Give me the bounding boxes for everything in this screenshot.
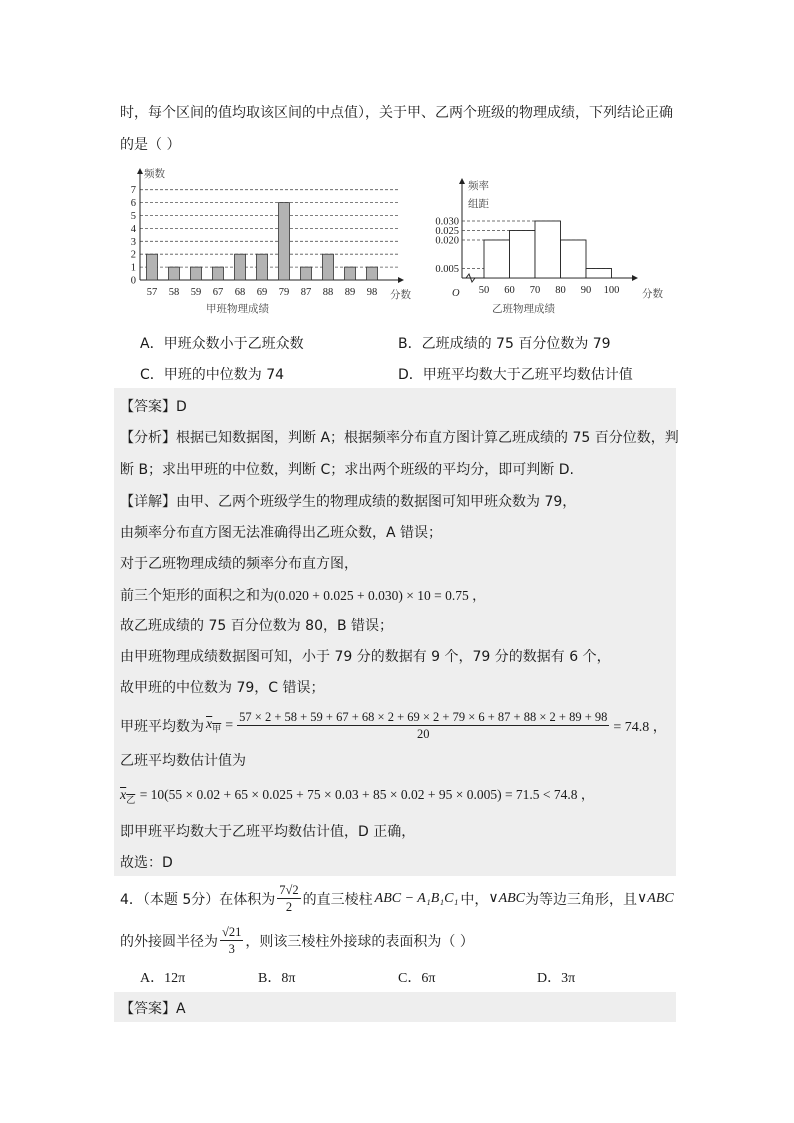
- chart-b-x-tick-label: 90: [580, 285, 592, 296]
- q4-mid1: 的直三棱柱: [302, 891, 373, 908]
- detail-line-9: 乙班平均数估计值为: [120, 753, 246, 769]
- option-c: C．甲班的中位数为 74: [140, 367, 285, 383]
- chart-a-y-tick-label: 3: [130, 236, 136, 248]
- detail-line-4: [120, 584, 486, 605]
- chart-a-x-tick-label: 88: [322, 287, 334, 298]
- chart-a-ylabel: 频数: [144, 168, 165, 180]
- mean-a-numerator: 57 × 2 + 58 + 59 + 67 + 68 × 2 + 69 × 2 + 79 × 6 + 87 + 88 × 2 + 89 + 98: [239, 710, 608, 724]
- chart-a-x-tick-label: 57: [146, 287, 158, 298]
- chart-a-y-tick-label: 4: [130, 223, 136, 235]
- q4-radius-numerator: √21: [222, 925, 242, 939]
- chart-a-y-tick-label: 5: [130, 211, 136, 222]
- detail-line-11: 即甲班平均数大于乙班平均数估计值，D 正确，: [120, 824, 416, 840]
- mean-a-result: = 74.8 ，: [613, 719, 667, 735]
- mean-b-symbol: [120, 788, 135, 803]
- chart-b-xlabel: 分数: [642, 288, 663, 300]
- detail-line-8-text: 甲班平均数为: [120, 718, 204, 735]
- detail-line-7: 故甲班的中位数为 79，C 错误；: [120, 680, 325, 696]
- mean-b-var: x: [120, 788, 127, 803]
- chart-a-xlabel: 分数: [390, 289, 411, 301]
- chart-b-bar: [510, 231, 536, 279]
- chart-a-bar: [235, 254, 246, 280]
- chart-b-y-tick-label: 0.020: [435, 235, 459, 247]
- q4-option-d: D．3π: [537, 971, 576, 986]
- answer-label: 【答案】D: [120, 399, 187, 415]
- chart-b-y-tick-label: 0.025: [435, 226, 459, 237]
- chart-a-bar: [345, 267, 356, 280]
- mean-b-math: = 10(55 × 0.02 + 65 × 0.025 + 75 × 0.03 + 85 × 0.02 + 95 × 0.005) = 71.5 < 74.8 ，: [139, 787, 595, 802]
- chart-a-y-tick-label: 2: [130, 249, 136, 261]
- q4-line2-suffix: ，则该三棱柱外接球的表面积为（ ）: [245, 933, 474, 950]
- detail-line-4-text: 前三个矩形的面积之和为: [120, 588, 274, 604]
- q4-line2-prefix: 的外接圆半径为: [120, 933, 218, 950]
- option-a: A．甲班众数小于乙班众数: [140, 336, 304, 352]
- chart-a-caption: 甲班物理成绩: [206, 303, 269, 315]
- q4-volume-denominator: 2: [285, 900, 293, 914]
- q4-answer-background: [114, 992, 676, 1022]
- chart-a-x-tick-label: 59: [190, 287, 202, 298]
- chart-a-x-tick-label: 79: [278, 287, 290, 298]
- chart-b-x-arrow: [632, 275, 638, 281]
- detail-line-5: 故乙班成绩的 75 百分位数为 80，B 错误；: [120, 618, 394, 634]
- detail-line-1: 【详解】由甲、乙两个班级学生的物理成绩的数据图可知甲班众数为 79，: [120, 494, 577, 510]
- chart-b-x-tick-label: 50: [478, 285, 490, 296]
- chart-a-x-tick-label: 87: [300, 287, 312, 298]
- chart-class-b: [420, 170, 680, 320]
- detail-line-3: 对于乙班物理成绩的频率分布直方图，: [120, 556, 358, 572]
- chart-b-x-tick-label: 100: [603, 285, 620, 296]
- mean-a-denominator: 20: [417, 727, 430, 741]
- q4-triangle-2: ∨ABC: [637, 891, 674, 906]
- detail-line-10: [120, 783, 594, 806]
- chart-a-y-arrow: [137, 168, 143, 174]
- chart-a-bar: [191, 267, 202, 280]
- chart-a-x-tick-label: 68: [234, 287, 246, 298]
- chart-b-y-tick-label: 0.030: [435, 216, 459, 228]
- q4-answer: 【答案】A: [120, 1001, 186, 1017]
- q4-prefix: 4．（本题 5分）在体积为: [120, 891, 276, 908]
- chart-b-bar: [561, 240, 587, 278]
- chart-b-x-tick-label: 60: [504, 285, 515, 296]
- chart-b-x-tick-label: 70: [529, 285, 541, 296]
- chart-a-bar: [213, 267, 224, 280]
- chart-a-bar: [323, 254, 334, 280]
- detail-line-6: 由甲班物理成绩数据图可知，小于 79 分的数据有 9 个，79 分的数据有 6 个，: [120, 649, 611, 665]
- option-d: D．甲班平均数大于乙班平均数估计值: [398, 367, 633, 383]
- q4-option-b: B．8π: [258, 971, 296, 986]
- q4-mid3: 为等边三角形，且: [525, 891, 638, 908]
- chart-a-y-tick-label: 6: [130, 198, 136, 210]
- chart-a-y-tick-label: 1: [130, 262, 136, 274]
- q4-line-1: [120, 882, 674, 915]
- chart-a-x-tick-label: 67: [212, 287, 224, 298]
- chart-class-a: [118, 160, 418, 320]
- chart-b-ylabel-bottom: 组距: [468, 198, 489, 210]
- chart-a-bar: [257, 254, 268, 280]
- chart-a-y-tick-label: 0: [130, 275, 136, 287]
- q4-option-a: A．12π: [140, 971, 186, 986]
- detail-line-4-math: (0.020 + 0.025 + 0.030) × 10 = 0.75 ，: [274, 588, 486, 603]
- detail-line-12: 故选：D: [120, 855, 173, 871]
- option-b: B．乙班成绩的 75 百分位数为 79: [398, 336, 611, 352]
- q4-prism: ABC − A₁B₁C₁: [374, 890, 459, 906]
- mean-a-symbol: [206, 717, 221, 735]
- q4-mid2: 中，: [460, 891, 489, 908]
- q4-radius-fraction: [220, 924, 243, 957]
- chart-b-y-arrow: [459, 178, 465, 184]
- chart-b-origin: O: [452, 288, 460, 299]
- chart-a-y-tick-label: 7: [130, 185, 136, 197]
- q4-option-c: C．6π: [398, 971, 436, 986]
- chart-b-bar: [535, 221, 561, 278]
- chart-a-x-tick-label: 98: [366, 287, 378, 298]
- analysis-line-2: 断 B；求出甲班的中位数，判断 C；求出两个班级的平均分，即可判断 D.: [120, 462, 574, 478]
- chart-b-bar: [484, 240, 510, 278]
- mean-a-sub: 甲: [212, 723, 222, 734]
- chart-b-ylabel-top: 频率: [468, 180, 489, 192]
- chart-a-x-arrow: [398, 277, 404, 283]
- q4-radius-denominator: 3: [228, 942, 235, 956]
- chart-a-x-tick-label: 89: [344, 287, 356, 298]
- intro-line-2: 的是（ ）: [120, 137, 181, 153]
- mean-a-var: x: [206, 716, 213, 732]
- chart-a-x-tick-label: 58: [168, 287, 180, 298]
- detail-line-2: 由频率分布直方图无法准确得出乙班众数，A 错误；: [120, 525, 443, 541]
- chart-b-bar: [586, 269, 612, 279]
- q4-volume-fraction: [277, 882, 300, 915]
- chart-a-bar: [147, 254, 158, 280]
- q4-triangle-1: ∨ABC: [488, 891, 526, 906]
- chart-b-x-tick-label: 80: [555, 285, 566, 296]
- q4-volume-numerator: 7√2: [279, 883, 299, 897]
- chart-b-caption: 乙班物理成绩: [492, 303, 555, 315]
- chart-a-bar: [279, 203, 290, 280]
- chart-b-y-tick-label: 0.005: [435, 264, 459, 275]
- chart-a-x-tick-label: 69: [256, 287, 268, 298]
- detail-line-8: 甲班平均数为 $x_甲$ = 57 × 2 + 58 + 59 + 67 + 68 × 2 + 69 × 2 + 79 × 6 + 87 + 88 × 2 + 89 + 98 20 = 74.8 ，: [120, 710, 667, 741]
- mean-a-fraction: [237, 709, 609, 742]
- chart-a-bar: [367, 267, 378, 280]
- chart-a-bar: [301, 267, 312, 280]
- intro-line-1: 时，每个区间的值均取该区间的中点值），关于甲、乙两个班级的物理成绩，下列结论正确: [120, 105, 673, 121]
- analysis-line-1: 【分析】根据已知数据图，判断 A；根据频率分布直方图计算乙班成绩的 75 百分位数，判: [120, 430, 679, 446]
- q4-line-2: [120, 924, 474, 957]
- mean-b-sub: 乙: [126, 794, 136, 805]
- chart-a-bar: [169, 267, 180, 280]
